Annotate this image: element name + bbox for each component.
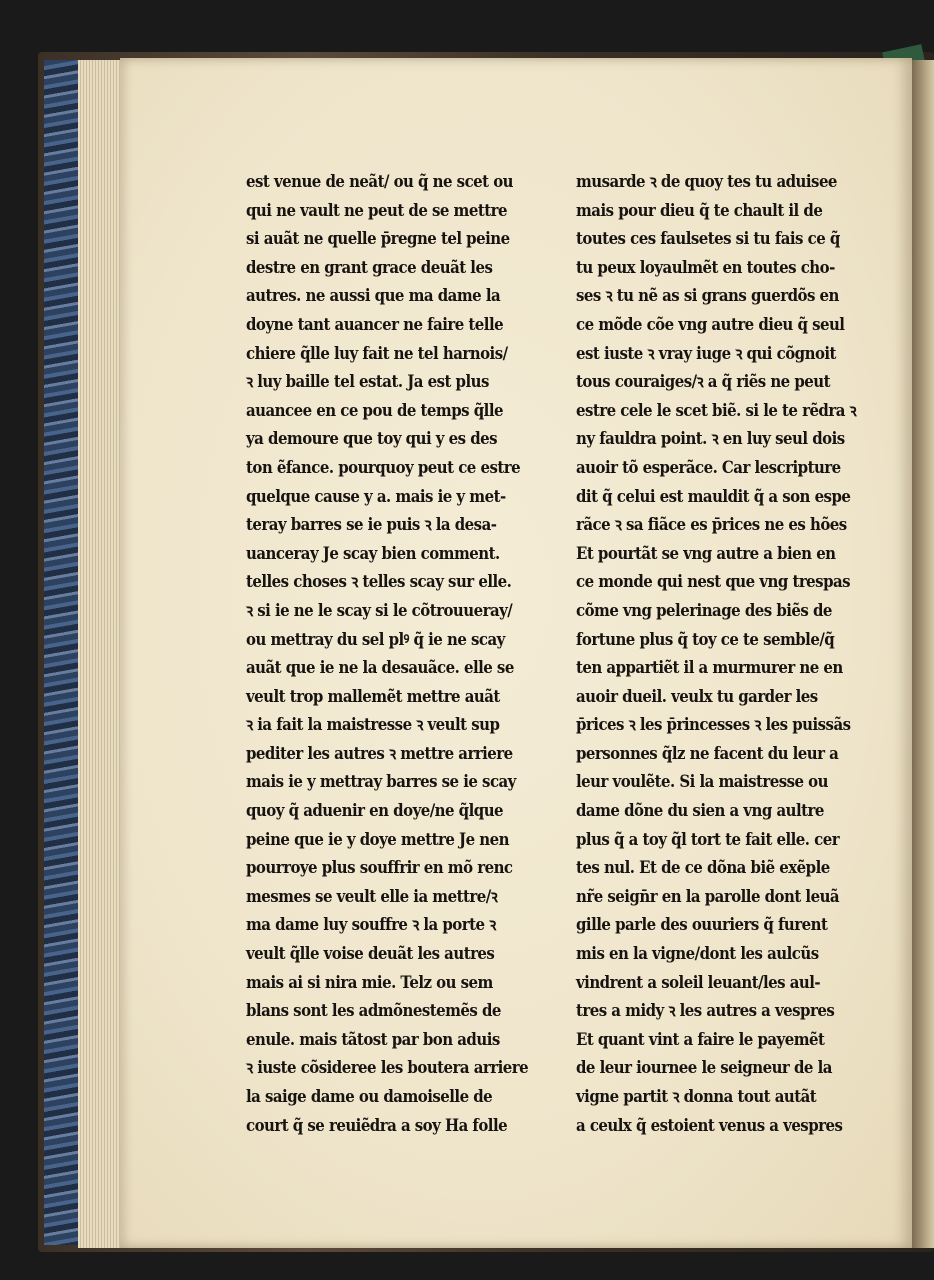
text-line: auancee en ce pou de temps q̃lle: [246, 400, 503, 421]
text-line: la saige dame ou damoiselle de: [246, 1087, 493, 1107]
text-line: blans sont les admõnestemẽs de: [246, 1001, 501, 1022]
text-line: qui ne vault ne peut de se mettre: [246, 200, 507, 221]
text-line: telles choses ꝛ telles scay sur elle.: [246, 572, 512, 593]
text-line: Et pourtãt se vng autre a bien en: [576, 543, 836, 564]
text-line: pourroye plus souffrir en mõ renc: [246, 858, 513, 879]
text-line: dame dõne du sien a vng aultre: [576, 801, 824, 822]
text-line: mais ai si nira mie. Telz ou sem: [246, 972, 493, 993]
text-line: tous couraiges/ꝛ a q̃ riẽs ne peut: [576, 372, 831, 393]
text-line: p̄rices ꝛ les p̄rincesses ꝛ les puissãs: [576, 715, 851, 736]
text-line: ton ẽfance. pourquoy peut ce estre: [246, 457, 521, 478]
text-line: doyne tant auancer ne faire telle: [246, 314, 504, 335]
text-line: ou mettray du sel plꝰ q̃ ie ne scay: [246, 629, 505, 650]
text-line: veult trop mallemẽt mettre auãt: [246, 686, 500, 707]
text-line: veult q̃lle voise deuãt les autres: [246, 944, 495, 965]
text-line: Et quant vint a faire le payemẽt: [576, 1029, 825, 1050]
text-line: ꝛ si ie ne le scay si le cõtrouueray/: [246, 600, 513, 621]
text-line: auoir dueil. veulx tu garder les: [576, 686, 818, 707]
text-line: nr̃e seign̄r en la parolle dont leuã: [576, 886, 840, 907]
text-line: mis en la vigne/dont les aulcũs: [576, 944, 819, 965]
text-line: musarde ꝛ de quoy tes tu aduisee: [576, 172, 837, 192]
text-line: dit q̃ celui est mauldit q̃ a son espe: [576, 486, 851, 507]
text-line: teray barres se ie puis ꝛ la desa-: [246, 515, 497, 536]
text-line: ꝛ iuste cõsideree les boutera arriere: [246, 1058, 529, 1079]
text-line: cõme vng pelerinage des biẽs de: [576, 600, 832, 621]
text-line: vindrent a soleil leuant/les aul-: [576, 972, 821, 993]
text-line: pediter les autres ꝛ mettre arriere: [246, 743, 513, 764]
text-line: ses ꝛ tu nẽ as si grans guerdõs en: [576, 286, 839, 307]
text-line: uanceray Je scay bien comment.: [246, 543, 500, 564]
marbled-endpaper: [44, 60, 78, 1245]
text-line: est venue de neãt/ ou q̃ ne scet ou: [246, 172, 514, 192]
text-line: chiere q̃lle luy fait ne tel harnois/: [246, 343, 508, 364]
text-line: autres. ne aussi que ma dame la: [246, 286, 501, 307]
text-line: gille parle des ouuriers q̃ furent: [576, 915, 828, 936]
text-line: personnes q̃lz ne facent du leur a: [576, 743, 839, 764]
text-line: tres a midy ꝛ les autres a vespres: [576, 1001, 835, 1022]
text-line: ma dame luy souffre ꝛ la porte ꝛ: [246, 915, 496, 936]
text-line: auãt que ie ne la desauãce. elle se: [246, 658, 514, 679]
text-line: toutes ces faulsetes si tu fais ce q̃: [576, 229, 840, 250]
text-line: mais ie y mettray barres se ie scay: [246, 772, 516, 793]
text-line: ce mõde cõe vng autre dieu q̃ seul: [576, 314, 845, 335]
left-text-column: [246, 168, 546, 1140]
text-line: a ceulx q̃ estoient venus a vespres: [576, 1115, 843, 1136]
text-line: quelque cause y a. mais ie y met-: [246, 486, 506, 507]
text-line: ny fauldra point. ꝛ en luy seul dois: [576, 429, 845, 450]
text-line: fortune plus q̃ toy ce te semble/q̃: [576, 629, 835, 650]
text-line: court q̃ se reuiẽdra a soy Ha folle: [246, 1115, 508, 1136]
right-text-column: [576, 168, 876, 1140]
text-line: leur voulẽte. Si la maistresse ou: [576, 772, 828, 793]
facing-page-edge: [912, 60, 934, 1248]
text-line: peine que ie y doye mettre Je nen: [246, 829, 509, 850]
text-line: si auãt ne quelle p̄regne tel peine: [246, 229, 510, 250]
text-line: ce monde qui nest que vng trespas: [576, 572, 851, 593]
text-line: vigne partit ꝛ donna tout autãt: [576, 1087, 817, 1107]
text-line: ꝛ ia fait la maistresse ꝛ veult sup: [246, 715, 500, 736]
text-line: enule. mais tãtost par bon aduis: [246, 1029, 500, 1050]
text-line: ꝛ luy baille tel estat. Ja est plus: [246, 372, 489, 393]
text-line: quoy q̃ aduenir en doye/ne q̃lque: [246, 801, 504, 822]
text-line: est iuste ꝛ vray iuge ꝛ qui cõgnoit: [576, 343, 836, 364]
text-line: tu peux loyaulmẽt en toutes cho-: [576, 257, 835, 278]
text-line: de leur iournee le seigneur de la: [576, 1058, 832, 1079]
text-line: tes nul. Et de ce dõna biẽ exẽple: [576, 858, 830, 879]
text-line: rãce ꝛ sa fiãce es p̄rices ne es hões: [576, 515, 847, 536]
page-edges: [78, 60, 126, 1248]
text-line: estre cele le scet biẽ. si le te rẽdra ꝛ: [576, 400, 857, 421]
text-line: ya demoure que toy qui y es des: [246, 429, 498, 450]
text-line: mesmes se veult elle ia mettre/ꝛ: [246, 886, 498, 907]
text-line: ten appartiẽt il a murmurer ne en: [576, 658, 843, 679]
text-line: mais pour dieu q̃ te chault il de: [576, 200, 823, 221]
text-line: auoir tõ esperãce. Car lescripture: [576, 457, 841, 478]
text-line: destre en grant grace deuãt les: [246, 257, 493, 278]
text-line: plus q̃ a toy q̃l tort te fait elle. cer: [576, 829, 840, 850]
